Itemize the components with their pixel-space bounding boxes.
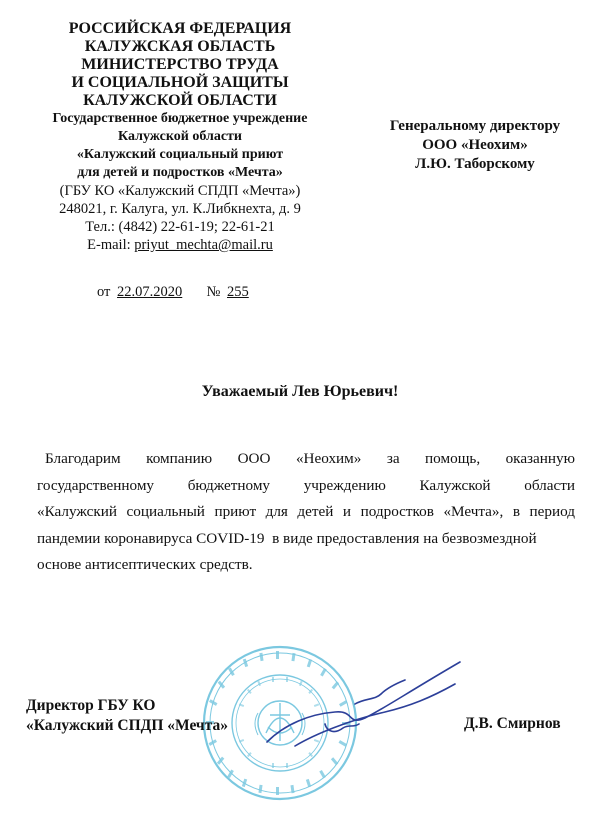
header-line: КАЛУЖСКОЙ ОБЛАСТИ: [83, 92, 277, 109]
addressee-position: Генеральному директору: [389, 118, 561, 134]
header-line: РОССИЙСКАЯ ФЕДЕРАЦИЯ: [68, 20, 292, 37]
header-line: КАЛУЖСКАЯ ОБЛАСТЬ: [84, 38, 276, 55]
signatory-name: Д.В. Смирнов: [464, 715, 561, 732]
handwritten-signature: [255, 654, 465, 754]
body-line: [37, 446, 575, 473]
date-label: от: [97, 284, 111, 300]
number-label: №: [206, 284, 221, 300]
header-line: МИНИСТЕРСТВО ТРУДА: [81, 56, 279, 73]
signatory-organization: «Калужский СПДП «Мечта»: [26, 717, 228, 734]
sender-header: [20, 20, 340, 254]
institution-line: Государственное бюджетное учреждение: [52, 111, 308, 126]
body-line: [37, 473, 575, 500]
signatory-title: Директор ГБУ КО: [26, 697, 156, 714]
body-line: [37, 499, 575, 526]
signatory-position: [26, 696, 228, 736]
addressee-company: ООО «Неохим»: [422, 137, 528, 153]
body-line: [37, 526, 575, 553]
body-line-text: государственному бюджетному учреждению Калужской области: [37, 476, 575, 494]
body-line-text: основе антисептических средств.: [37, 556, 253, 573]
letter-body: [37, 446, 575, 579]
letter-number: 255: [227, 284, 249, 300]
contact-line: 248021, г. Калуга, ул. К.Либкнехта, д. 9: [59, 201, 301, 217]
email-label: E-mail:: [87, 237, 131, 253]
institution-line: для детей и подростков «Мечта»: [77, 165, 283, 180]
email-link[interactable]: priyut_mechta@mail.ru: [134, 237, 273, 253]
header-line: И СОЦИАЛЬНОЙ ЗАЩИТЫ: [71, 74, 289, 91]
body-line-text: пандемии коронавируса COVID-19 в виде предоставления на безвозмездной: [37, 529, 537, 547]
addressee-block: [375, 117, 575, 174]
outgoing-number: [97, 284, 252, 301]
letter-date: 22.07.2020: [117, 284, 183, 300]
contact-line: (ГБУ КО «Калужский СПДП «Мечта»): [59, 183, 301, 199]
addressee-name: Л.Ю. Таборскому: [415, 156, 535, 172]
body-line-text: Благодарим компанию ООО «Неохим» за помощь, оказанную: [45, 450, 575, 467]
body-line: [37, 552, 575, 579]
institution-line: Калужской области: [118, 129, 242, 144]
body-line-text: «Калужский социальный приют для детей и подростков «Мечта», в период: [37, 503, 575, 520]
institution-line: «Калужский социальный приют: [76, 147, 284, 162]
greeting: Уважаемый Лев Юрьевич!: [201, 383, 399, 400]
email-line: [20, 236, 340, 254]
contact-line: Тел.: (4842) 22-61-19; 22-61-21: [85, 219, 275, 235]
